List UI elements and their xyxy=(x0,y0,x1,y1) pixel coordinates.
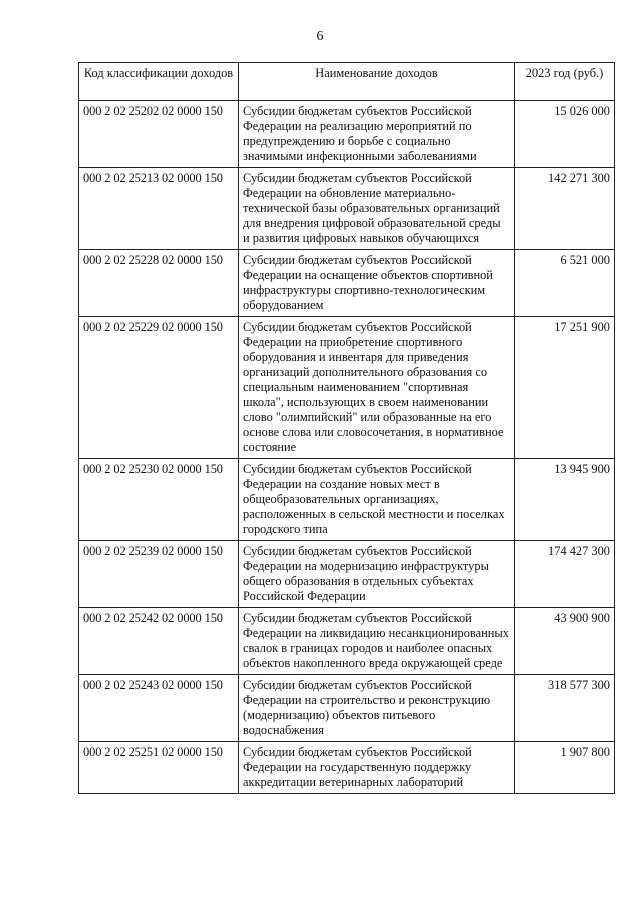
amount: 318 577 300 xyxy=(515,675,615,742)
classification-code: 000 2 02 25229 02 0000 150 xyxy=(79,317,239,459)
table-row xyxy=(79,608,615,675)
amount: 1 907 800 xyxy=(515,742,615,794)
income-name: Субсидии бюджетам субъектов Российской Федерации на строительство и реконструкцию (модернизацию) объектов питьевого водоснабжения xyxy=(239,675,515,742)
income-name: Субсидии бюджетам субъектов Российской Федерации на приобретение спортивного оборудования и инвентаря для приведения организаций дополнительного образования со специальным наименованием "спортивная школа", использующих в своем наименовании слово "олимпийский" или образованные на его основе слова или словосочетания, в нормативное состояние xyxy=(239,317,515,459)
amount: 6 521 000 xyxy=(515,250,615,317)
income-table xyxy=(78,62,615,794)
income-name: Субсидии бюджетам субъектов Российской Федерации на оснащение объектов спортивной инфраструктуры спортивно-технологическим оборудованием xyxy=(239,250,515,317)
classification-code: 000 2 02 25213 02 0000 150 xyxy=(79,168,239,250)
header-code: Код классификации доходов xyxy=(79,63,239,101)
amount: 142 271 300 xyxy=(515,168,615,250)
table-row xyxy=(79,101,615,168)
amount: 43 900 900 xyxy=(515,608,615,675)
classification-code: 000 2 02 25239 02 0000 150 xyxy=(79,541,239,608)
table-row xyxy=(79,250,615,317)
income-name: Субсидии бюджетам субъектов Российской Федерации на создание новых мест в общеобразовательных организациях, расположенных в сельской местности и поселках городского типа xyxy=(239,459,515,541)
amount: 174 427 300 xyxy=(515,541,615,608)
classification-code: 000 2 02 25242 02 0000 150 xyxy=(79,608,239,675)
classification-code: 000 2 02 25228 02 0000 150 xyxy=(79,250,239,317)
classification-code: 000 2 02 25202 02 0000 150 xyxy=(79,101,239,168)
header-name: Наименование доходов xyxy=(239,63,515,101)
income-name: Субсидии бюджетам субъектов Российской Федерации на ликвидацию несанкционированных свалок в границах городов и наиболее опасных объектов накопленного вреда окружающей среде xyxy=(239,608,515,675)
amount: 13 945 900 xyxy=(515,459,615,541)
amount: 15 026 000 xyxy=(515,101,615,168)
table-row xyxy=(79,168,615,250)
page-number: 6 xyxy=(316,29,324,44)
header-amount: 2023 год (руб.) xyxy=(515,63,615,101)
amount: 17 251 900 xyxy=(515,317,615,459)
classification-code: 000 2 02 25243 02 0000 150 xyxy=(79,675,239,742)
table-row xyxy=(79,675,615,742)
income-name: Субсидии бюджетам субъектов Российской Федерации на модернизацию инфраструктуры общего образования в отдельных субъектах Российской Федерации xyxy=(239,541,515,608)
table-header-row xyxy=(79,63,615,101)
table-row xyxy=(79,541,615,608)
table-row xyxy=(79,317,615,459)
classification-code: 000 2 02 25230 02 0000 150 xyxy=(79,459,239,541)
table-row xyxy=(79,459,615,541)
table-row xyxy=(79,742,615,794)
income-name: Субсидии бюджетам субъектов Российской Федерации на обновление материально-технической базы образовательных организаций для внедрения цифровой образовательной среды и развития цифровых навыков обучающихся xyxy=(239,168,515,250)
income-name: Субсидии бюджетам субъектов Российской Федерации на государственную поддержку аккредитации ветеринарных лабораторий xyxy=(239,742,515,794)
income-name: Субсидии бюджетам субъектов Российской Федерации на реализацию мероприятий по предупреждению и борьбе с социально значимыми инфекционными заболеваниями xyxy=(239,101,515,168)
classification-code: 000 2 02 25251 02 0000 150 xyxy=(79,742,239,794)
